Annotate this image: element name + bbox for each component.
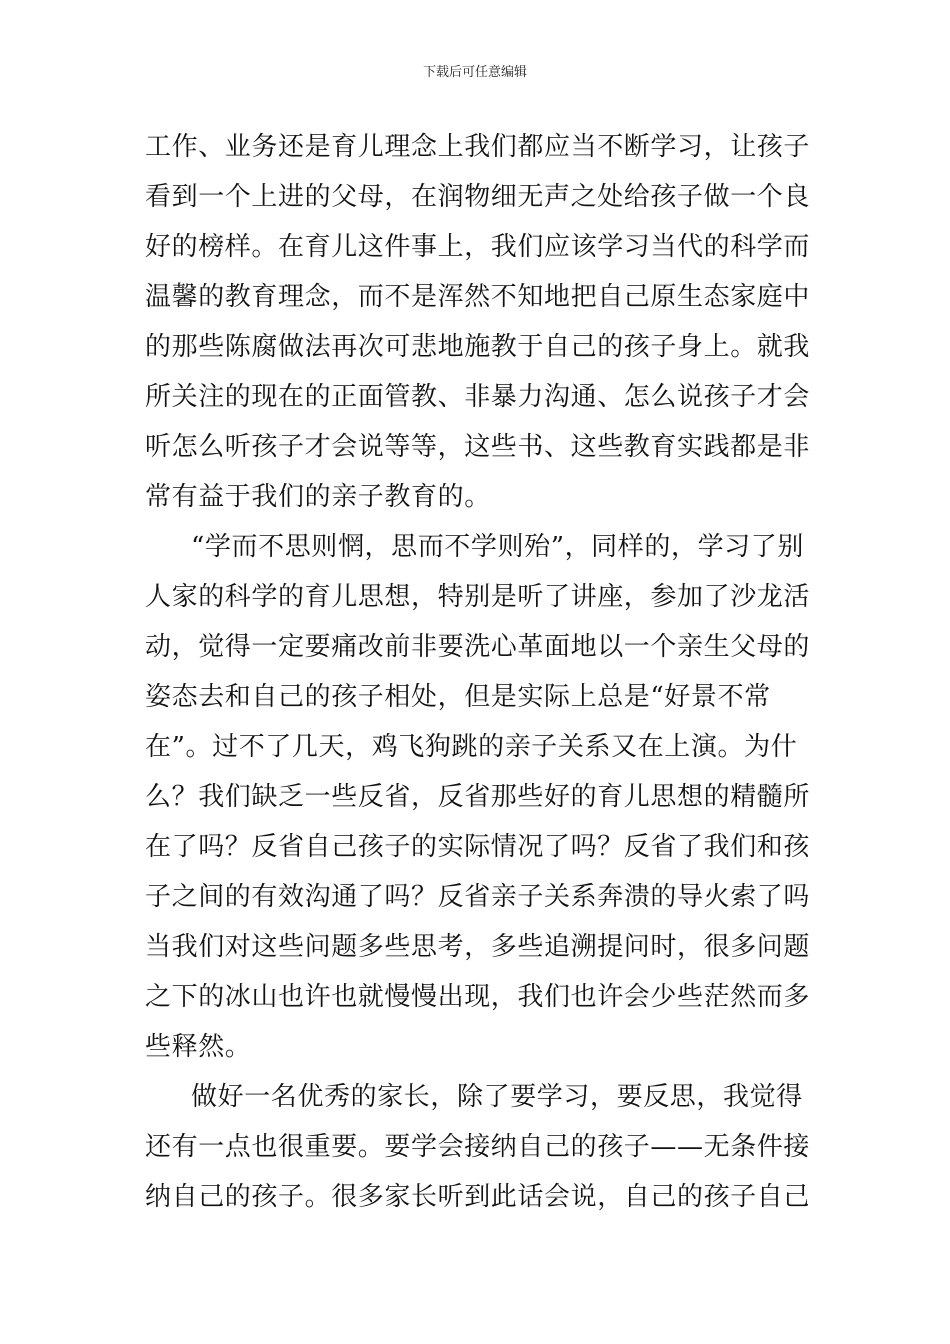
text-line: 在”。过不了几天，鸡飞狗跳的亲子关系又在上演。为什 xyxy=(145,732,798,762)
text-line: 些释然。 xyxy=(145,1032,252,1062)
text-line: 好的榜样。在育儿这件事上，我们应该学习当代的科学而 xyxy=(145,232,811,262)
text-line: 的那些陈腐做法再次可悲地施教于自己的孩子身上。就我 xyxy=(145,332,811,362)
text-line: 看到一个上进的父母，在润物细无声之处给孩子做一个良 xyxy=(145,182,811,212)
text-line: 人家的科学的育儿思想，特别是听了讲座，参加了沙龙活 xyxy=(145,582,811,612)
text-line: 温馨的教育理念，而不是浑然不知地把自己原生态家庭中 xyxy=(145,282,811,312)
text-line: 之下的冰山也许也就慢慢出现，我们也许会少些茫然而多 xyxy=(145,982,811,1012)
text-line: 还有一点也很重要。要学会接纳自己的孩子——无条件接 xyxy=(145,1132,811,1162)
text-line: 动，觉得一定要痛改前非要洗心革面地以一个亲生父母的 xyxy=(145,632,811,662)
text-line: 工作、业务还是育儿理念上我们都应当不断学习，让孩子 xyxy=(145,132,811,162)
text-line: 在了吗？反省自己孩子的实际情况了吗？反省了我们和孩 xyxy=(145,832,811,862)
text-line: 常有益于我们的亲子教育的。 xyxy=(145,482,491,512)
text-line: 子之间的有效沟通了吗？反省亲子关系奔溃的导火索了吗 xyxy=(145,882,811,912)
paragraph-first-line: 做好一名优秀的家长，除了要学习，要反思，我觉得 xyxy=(191,1082,803,1112)
text-line: 纳自己的孩子。很多家长听到此话会说，自己的孩子自己 xyxy=(145,1182,811,1212)
page-header: 下载后可任意编辑 xyxy=(422,65,527,80)
document-body xyxy=(145,122,811,1222)
paragraph-first-line: “学而不思则惘，思而不学则殆”，同样的，学习了别 xyxy=(191,532,804,562)
text-line: 所关注的现在的正面管教、非暴力沟通、怎么说孩子才会 xyxy=(145,382,811,412)
text-line: 当我们对这些问题多些思考，多些追溯提问时，很多问题 xyxy=(145,932,811,962)
text-line: 么？我们缺乏一些反省，反省那些好的育儿思想的精髓所 xyxy=(145,782,811,812)
text-line: 听怎么听孩子才会说等等，这些书、这些教育实践都是非 xyxy=(145,432,811,462)
text-line: 姿态去和自己的孩子相处，但是实际上总是“好景不常 xyxy=(145,682,771,712)
